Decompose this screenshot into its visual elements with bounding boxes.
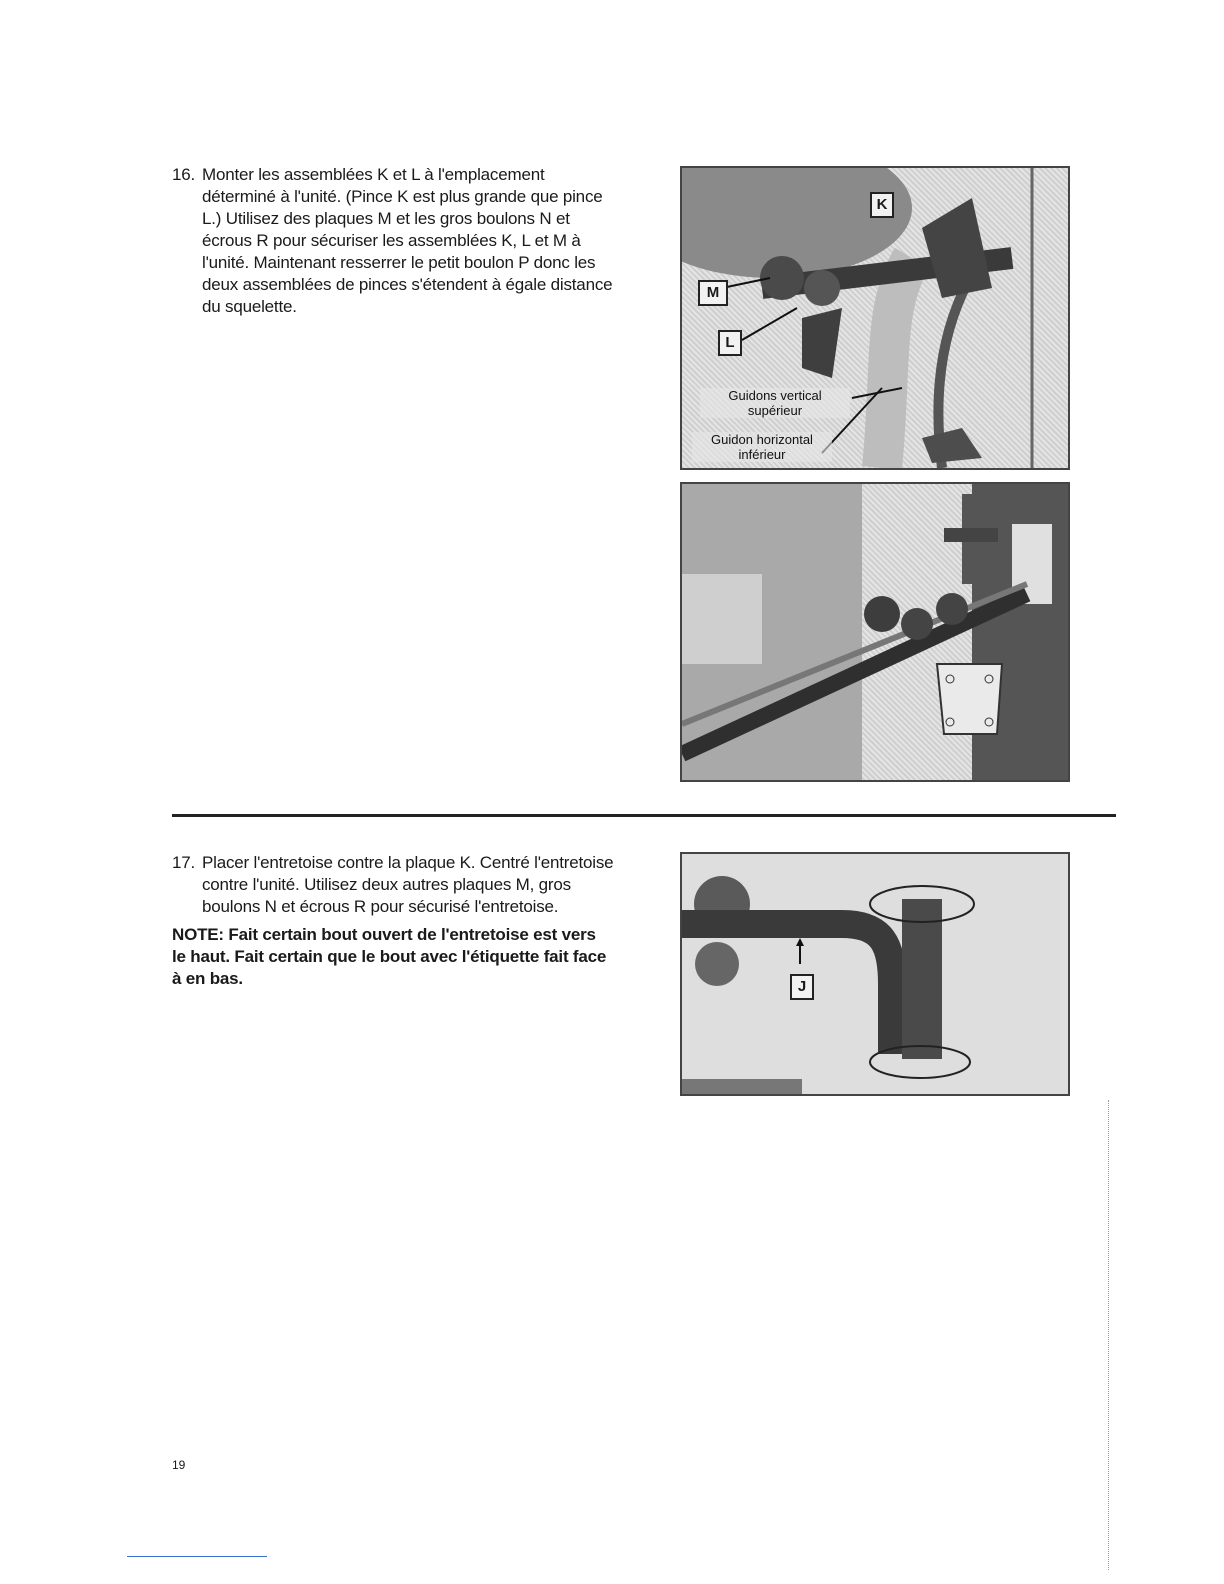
scan-edge-artifact xyxy=(1108,1100,1110,1570)
step-16-photo-clamp-assembly xyxy=(680,166,1070,470)
step-17-text: Placer l'entretoise contre la plaque K. Centré l'entretoise contre l'unité. Utilisez deux autres plaques M, gros boulons N et écrous R pour sécurisé l'entretoise. xyxy=(202,853,614,916)
callout-m: M xyxy=(698,280,728,306)
step-17-number: 17. xyxy=(172,853,196,872)
callout-j: J xyxy=(790,974,814,1000)
step-16-photo-mounted-clamps xyxy=(680,482,1070,782)
callout-l: L xyxy=(718,330,742,356)
step-16-text: Monter les assemblées K et L à l'emplacement déterminé à l'unité. (Pince K est plus grande que pince L.) Utilisez des plaques M et les gros boulons N et écrous R pour sécuriser les assemblées K, L et M à l'unité. Maintenant resserrer le petit boulon P donc les deux assemblées de pinces s'étendent à égale distance du squelette. xyxy=(202,165,613,316)
callout-k: K xyxy=(870,192,894,218)
step-17-note: NOTE: Fait certain bout ouvert de l'entretoise est vers le haut. Fait certain que le bout avec l'étiquette fait face à en bas. xyxy=(172,925,607,988)
label-lower-horizontal-handlebar: Guidon horizontal inférieur xyxy=(692,432,832,462)
step-16 xyxy=(172,164,642,318)
section-divider xyxy=(172,814,1116,817)
step-17 xyxy=(172,852,652,990)
page-number: 19 xyxy=(172,1458,186,1472)
step-17-photo-spacer xyxy=(680,852,1070,1096)
spacer-illustration xyxy=(682,854,1068,1094)
label-upper-vertical-handlebar: Guidons vertical supérieur xyxy=(700,388,850,418)
mounted-clamps-illustration xyxy=(682,484,1068,780)
footer-link-underline xyxy=(127,1556,267,1557)
step-16-number: 16. xyxy=(172,165,196,184)
